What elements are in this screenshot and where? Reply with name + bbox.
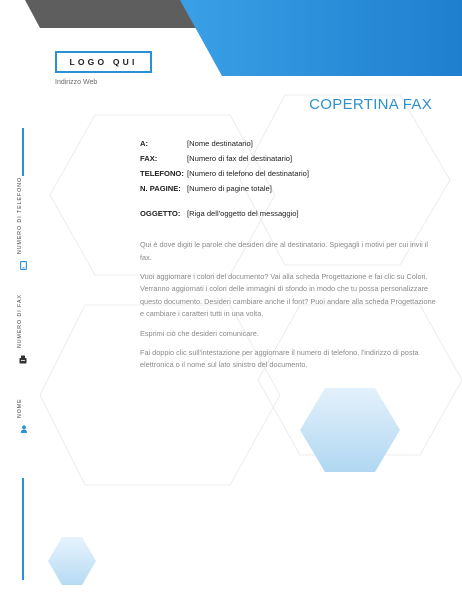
field-value[interactable]: [Nome destinatario] bbox=[187, 139, 253, 148]
logo bbox=[55, 51, 152, 73]
field-value[interactable]: [Numero di pagine totale] bbox=[187, 184, 272, 193]
blue-hexagon-small bbox=[48, 537, 96, 585]
name-label[interactable]: NOME bbox=[17, 398, 23, 418]
field-value[interactable]: [Riga dell'oggetto del messaggio] bbox=[187, 209, 299, 218]
phone-icon bbox=[17, 260, 29, 270]
page-title: COPERTINA FAX bbox=[309, 96, 432, 113]
field-label: OGGETTO: bbox=[140, 209, 181, 218]
field-label: N. PAGINE: bbox=[140, 184, 181, 193]
field-label: A: bbox=[140, 139, 149, 148]
phone-number-label[interactable]: NUMERO DI TELEFONO bbox=[17, 177, 23, 254]
body-paragraph: Qui è dove digiti le parole che desideri dire al destinatario. Spiegagli i motivi per cui invii il fax. bbox=[140, 240, 428, 262]
logo-text: LOGO QUI bbox=[69, 57, 138, 67]
field-label: TELEFONO: bbox=[140, 169, 184, 178]
body-paragraph: Fai doppio clic sull'intestazione per aggiornare il numero di telefono, l'indirizzo di posta elettronica o il nome sul lato sinistro del documento. bbox=[140, 347, 419, 370]
sidebar-bottom-line bbox=[22, 478, 24, 580]
fax-icon bbox=[17, 354, 29, 364]
sidebar-top-line bbox=[22, 128, 24, 176]
message-body[interactable] bbox=[140, 239, 438, 378]
fax-number-label[interactable]: NUMERO DI FAX bbox=[17, 294, 23, 348]
field-label: FAX: bbox=[140, 154, 158, 163]
field-value[interactable]: [Numero di telefono del destinatario] bbox=[187, 169, 309, 178]
blue-hexagon-large bbox=[300, 388, 400, 472]
field-value[interactable]: [Numero di fax del destinatario] bbox=[187, 154, 293, 163]
body-paragraph: Vuoi aggiornare i colori del documento? Vai alla scheda Progettazione e fai clic su Colori. Verranno aggiornati i colori delle immagini di sfondo in modo che tu possa personalizzare questo documento. Desideri cambiare anche il font? Puoi andare alla scheda Progettazione e cambiare i caratteri tutti in una volta. bbox=[140, 271, 436, 319]
body-paragraph: Esprimi ciò che desideri comunicare. bbox=[140, 328, 259, 338]
person-icon bbox=[17, 424, 29, 434]
web-address: Indirizzo Web bbox=[55, 79, 98, 86]
